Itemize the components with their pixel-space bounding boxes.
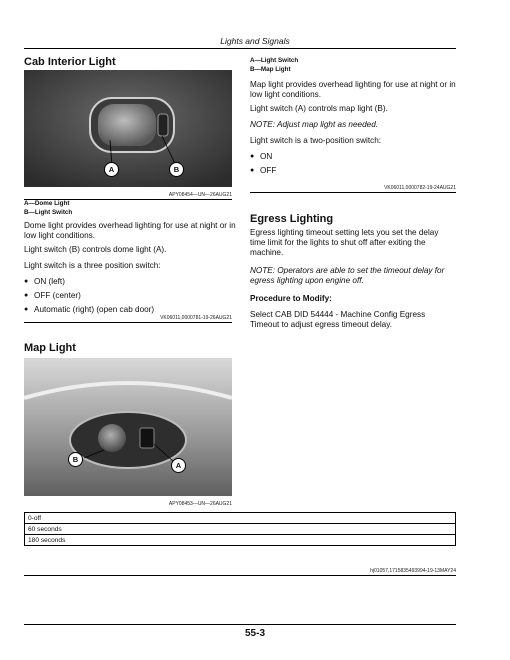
callout-b: B — [169, 162, 184, 177]
table-cell: 60 seconds — [25, 524, 456, 535]
list-item: ● OFF — [250, 166, 458, 176]
cab-interior-light-heading: Cab Interior Light — [24, 56, 116, 68]
egress-lighting-heading: Egress Lighting — [250, 213, 334, 225]
table-row — [25, 535, 456, 546]
caption-light-switch: B—Light Switch — [24, 208, 73, 216]
header-rule — [24, 48, 456, 49]
dome-photo-ref: APY08454—UN—26AUG21 — [168, 192, 232, 198]
map-paragraph-3: Light switch is a two-position switch: — [250, 136, 382, 145]
cab-switch-positions — [24, 277, 236, 315]
dome-light-photo — [24, 70, 232, 187]
map-section-ref: VK06011,0000782-19-24AUG21 — [384, 185, 456, 191]
page-number: 55-3 — [244, 628, 265, 639]
cab-paragraph-1: Dome light provides overhead lighting for use at night or in low light conditions. — [24, 221, 236, 240]
egress-note: NOTE: Operators are able to set the timeout delay for egress lighting upon engine off. — [250, 266, 445, 285]
table-rule — [24, 575, 456, 576]
list-item: ● Automatic (right) (open cab door) — [24, 305, 236, 315]
list-item: ● ON — [250, 152, 458, 162]
map-light-photo — [24, 358, 232, 496]
procedure-heading: Procedure to Modify: — [250, 294, 332, 303]
map-light-heading: Map Light — [24, 342, 76, 354]
callout-b: B — [68, 452, 83, 467]
cab-captions — [24, 200, 72, 217]
section-rule — [24, 322, 232, 323]
callout-a: A — [171, 458, 186, 473]
cab-paragraph-3: Light switch is a three position switch: — [24, 261, 161, 270]
map-photo-ref: APY08453—UN—26AUG21 — [168, 501, 232, 507]
callout-a: A — [104, 162, 119, 177]
egress-paragraph-1: Egress lighting timeout setting lets you set the delay time limit for the lights to shut off after exiting the machine. — [250, 228, 439, 257]
list-item: ● OFF (center) — [24, 291, 236, 301]
table-cell: 0-off — [25, 513, 456, 524]
map-switch-positions — [250, 152, 458, 176]
egress-timeout-table — [24, 512, 456, 546]
cab-body — [24, 221, 236, 319]
table-cell: 180 seconds — [25, 535, 456, 546]
caption-map-light: B—Map Light — [250, 65, 291, 73]
map-body — [250, 80, 458, 180]
map-light-illustration — [24, 358, 232, 496]
caption-light-switch: A—Light Switch — [250, 57, 299, 64]
dome-light-illustration — [24, 70, 232, 187]
caption-dome-light: A—Dome Light — [24, 200, 70, 207]
map-captions — [250, 57, 298, 74]
table-ref: hj01057,1715835493994-19-13MAY24 — [370, 568, 456, 574]
running-header: Lights and Signals — [220, 36, 290, 46]
section-rule — [250, 192, 456, 193]
egress-body — [250, 228, 456, 330]
cab-paragraph-2: Light switch (B) controls dome light (A). — [24, 245, 167, 254]
table-row — [25, 513, 456, 524]
procedure-text: Select CAB DID 54444 - Machine Config Egress Timeout to adjust egress timeout delay. — [250, 310, 426, 329]
list-item: ● ON (left) — [24, 277, 236, 287]
table-row — [25, 524, 456, 535]
cab-section-ref: VK06011,0000781-19-26AUG21 — [160, 315, 232, 321]
footer-rule — [24, 624, 456, 625]
map-note: NOTE: Adjust map light as needed. — [250, 120, 379, 129]
map-paragraph-1: Map light provides overhead lighting for use at night or in low light conditions. — [250, 80, 456, 99]
map-paragraph-2: Light switch (A) controls map light (B). — [250, 104, 388, 113]
